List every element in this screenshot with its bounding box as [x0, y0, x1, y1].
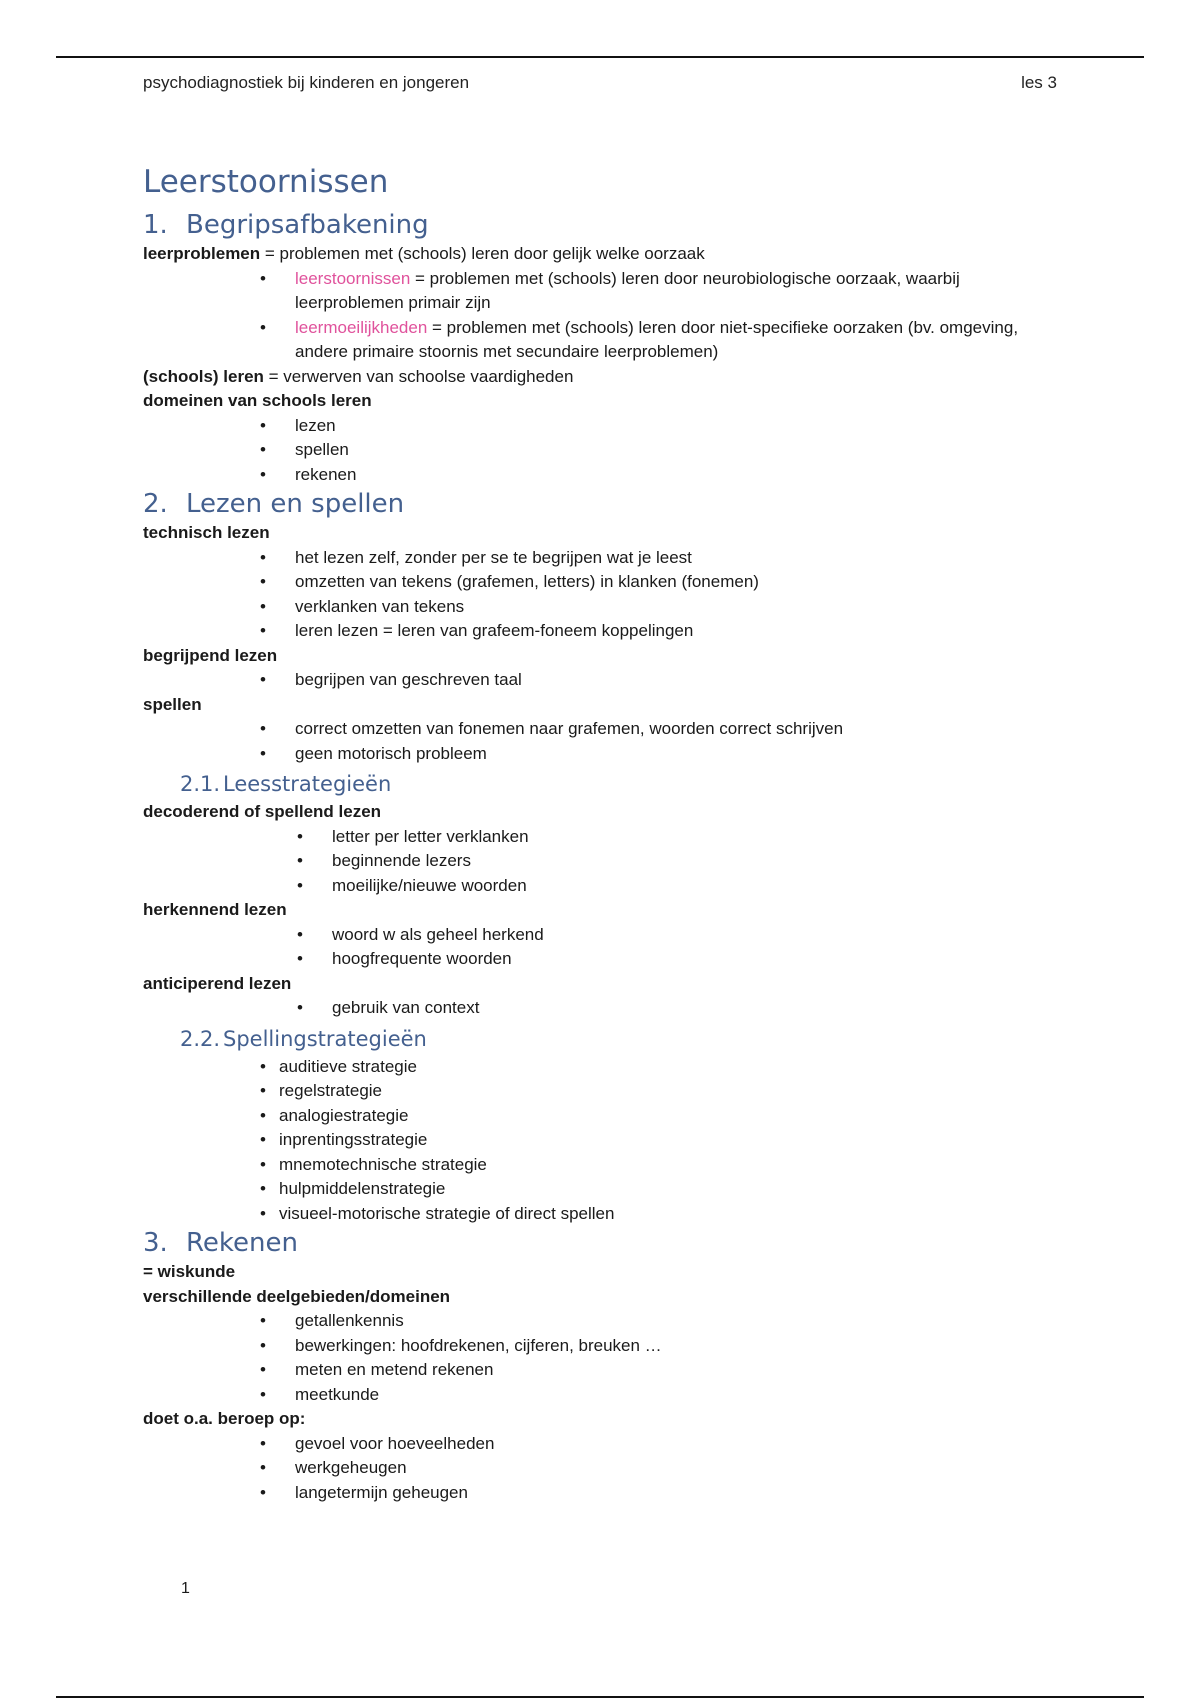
highlighted-term: leermoeilijkheden: [295, 317, 428, 337]
definition: = verwerven van schoolse vaardigheden: [263, 366, 574, 386]
section-2-heading: [143, 487, 1057, 521]
list-item: • meten en metend rekenen: [223, 1358, 1057, 1383]
list-item: • hulpmiddelenstrategie: [257, 1177, 1057, 1202]
definition-leerproblemen: [143, 242, 1057, 267]
decoderend-list: [180, 825, 1057, 899]
technisch-list: [143, 546, 1057, 644]
page-number: 1: [181, 1580, 190, 1597]
list-item: • moeilijke/nieuwe woorden: [260, 874, 1057, 899]
list-item: • beginnende lezers: [260, 849, 1057, 874]
list-item: • geen motorisch probleem: [223, 742, 1057, 767]
top-rule: [56, 56, 1144, 58]
domeinen-list: [143, 414, 1057, 488]
header-lesson: les 3: [1021, 73, 1057, 92]
label-spellen: spellen: [143, 694, 202, 714]
term: leerproblemen: [143, 244, 261, 263]
label-herkennend-lezen: herkennend lezen: [143, 900, 287, 919]
list-item: • rekenen: [223, 463, 1057, 488]
list-item: • gevoel voor hoeveelheden: [223, 1432, 1057, 1457]
list-item: • omzetten van tekens (grafemen, letters) in klanken (fonemen): [223, 570, 1057, 595]
header-course-title: psychodiagnostiek bij kinderen en jongeren: [143, 73, 470, 92]
list-item: • inprentingsstrategie: [257, 1128, 1057, 1153]
list-item: • mnemotechnische strategie: [257, 1153, 1057, 1178]
section-number: 2.: [143, 489, 168, 519]
list-item: • visueel-motorische strategie of direct spellen: [257, 1202, 1057, 1227]
list-item: • regelstrategie: [257, 1079, 1057, 1104]
section-number: 3.: [143, 1228, 168, 1258]
spellen-list: [143, 717, 1057, 766]
label-wiskunde: = wiskunde: [143, 1262, 236, 1281]
list-item: • spellen: [223, 438, 1057, 463]
subsection-2-2-heading: [180, 1025, 1057, 1053]
label-anticiperend-lezen: anticiperend lezen: [143, 973, 292, 993]
label-technisch-lezen: technisch lezen: [143, 523, 270, 542]
highlighted-term: leerstoornissen: [295, 268, 411, 288]
beroep-list: [143, 1432, 1057, 1506]
subsection-2-1-heading: [180, 770, 1057, 798]
list-item: • auditieve strategie: [257, 1055, 1057, 1080]
label-domeinen: domeinen van schools leren: [143, 391, 372, 410]
document-title: Leerstoornissen: [143, 164, 389, 200]
section-title: Lezen en spellen: [186, 489, 405, 519]
spellingstrategieen-list: [143, 1055, 1057, 1227]
subsection-title: Leesstrategieën: [223, 772, 392, 796]
list-item: • het lezen zelf, zonder per se te begrijpen wat je leest: [223, 546, 1057, 571]
list-item: [223, 267, 1057, 316]
list-item: • letter per letter verklanken: [260, 825, 1057, 850]
list-item: • correct omzetten van fonemen naar grafemen, woorden correct schrijven: [223, 717, 1057, 742]
list-item: • bewerkingen: hoofdrekenen, cijferen, breuken …: [223, 1334, 1057, 1359]
label-beroep: doet o.a. beroep op:: [143, 1409, 306, 1428]
definition-schools-leren: [143, 365, 1057, 390]
document-body: [143, 162, 1057, 1505]
term: (schools) leren: [143, 366, 264, 386]
herkennend-list: [180, 923, 1057, 972]
section-title: Rekenen: [186, 1228, 298, 1258]
list-item: • begrijpen van geschreven taal: [223, 668, 1057, 693]
label-decoderend-lezen: decoderend of spellend lezen: [143, 802, 382, 821]
begrijpend-list: [143, 668, 1057, 693]
page-header: [143, 73, 1057, 93]
deelgebieden-list: [143, 1309, 1057, 1407]
section-3-heading: [143, 1226, 1057, 1260]
list-item: • langetermijn geheugen: [223, 1481, 1057, 1506]
section-1-heading: [143, 208, 1057, 242]
section-title: Begripsafbakening: [186, 210, 429, 240]
definition-list: [143, 267, 1057, 365]
subsection-number: 2.1.: [180, 772, 221, 796]
label-begrijpend-lezen: begrijpend lezen: [143, 645, 278, 665]
definition: = problemen met (schools) leren door niet-specifieke oorzaken (bv. omgeving, andere primaire stoornis met secundaire leerproblemen): [295, 317, 1019, 361]
anticiperend-list: [180, 996, 1057, 1021]
list-item: • werkgeheugen: [223, 1456, 1057, 1481]
list-item: • leren lezen = leren van grafeem-foneem koppelingen: [223, 619, 1057, 644]
subsection-title: Spellingstrategieën: [223, 1026, 427, 1051]
subsection-number: 2.2.: [180, 1026, 221, 1051]
list-item: • hoogfrequente woorden: [260, 947, 1057, 972]
bottom-rule: [56, 1696, 1144, 1698]
list-item: • analogiestrategie: [257, 1104, 1057, 1129]
list-item: • getallenkennis: [223, 1309, 1057, 1334]
definition: = problemen met (schools) leren door neurobiologische oorzaak, waarbij leerproblemen primair zijn: [295, 268, 960, 312]
list-item: • verklanken van tekens: [223, 595, 1057, 620]
section-number: 1.: [143, 210, 168, 240]
list-item: • woord w als geheel herkend: [260, 923, 1057, 948]
list-item: • gebruik van context: [260, 996, 1057, 1021]
definition: = problemen met (schools) leren door gelijk welke oorzaak: [260, 244, 705, 263]
list-item: • meetkunde: [223, 1383, 1057, 1408]
list-item: • lezen: [223, 414, 1057, 439]
label-deelgebieden: verschillende deelgebieden/domeinen: [143, 1286, 451, 1306]
list-item: [223, 316, 1057, 365]
